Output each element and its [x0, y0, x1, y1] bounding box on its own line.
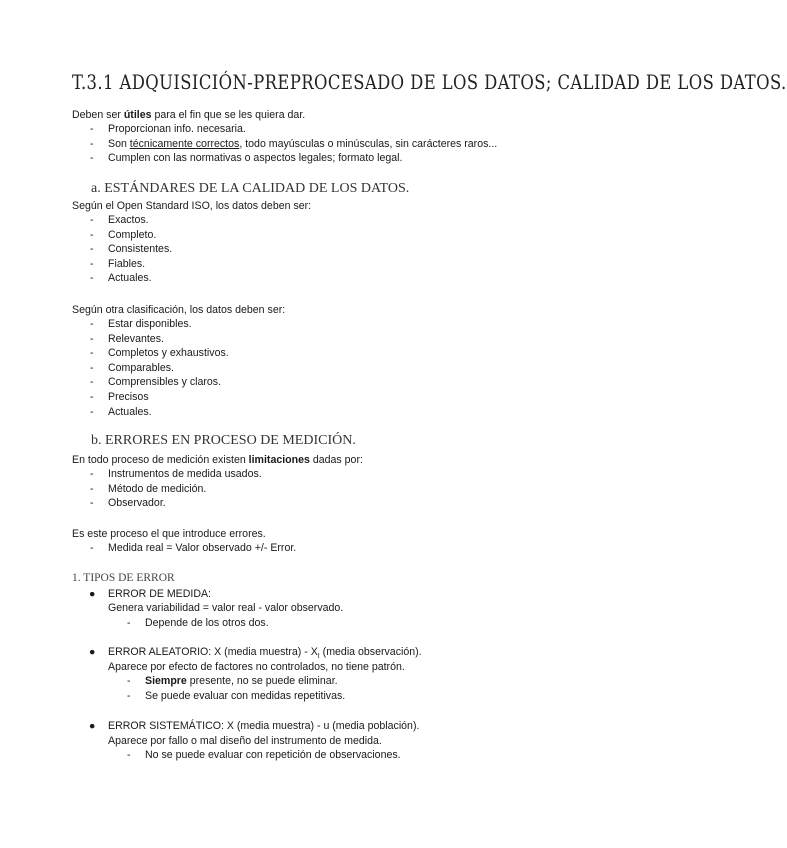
intro-text: Deben ser [72, 109, 124, 121]
list-item: - Completos y exhaustivos. [90, 346, 229, 361]
list-item: - Exactos. [90, 213, 172, 228]
intro-paragraph [72, 108, 305, 122]
list-item: - Instrumentos de medida usados. [90, 467, 262, 482]
other-intro: Según otra clasificación, los datos deben ser: [72, 304, 286, 316]
list-item: - Fiables. [90, 257, 172, 272]
error-sistematico-desc: Aparece por fallo o mal diseño del instrumento de medida. [108, 735, 382, 747]
section-b-heading: b. ERRORES EN PROCESO DE MEDICIÓN. [91, 433, 356, 448]
limits-intro [72, 453, 363, 467]
list-item: - Se puede evaluar con medidas repetitivas. [127, 689, 345, 704]
list-item: - Actuales. [90, 405, 229, 420]
limits-bold: limitaciones [248, 454, 310, 466]
error-aleatorio-list [127, 674, 345, 703]
list-item: - Proporcionan info. necesaria. [90, 122, 497, 137]
list-item: - Comparables. [90, 361, 229, 376]
list-item: - Relevantes. [90, 332, 229, 347]
error-aleatorio-desc: Aparece por efecto de factores no controlados, no tiene patrón. [108, 661, 405, 673]
errors-list [90, 541, 296, 556]
list-item: - Medida real = Valor observado +/- Error. [90, 541, 296, 556]
section-a-heading: a. ESTÁNDARES DE LA CALIDAD DE LOS DATOS. [91, 181, 410, 196]
list-item [90, 137, 497, 152]
other-list [90, 317, 229, 419]
list-item: - Completo. [90, 228, 172, 243]
bullet-icon: ● [89, 646, 96, 658]
intro-bold: útiles [123, 109, 152, 121]
list-item: - No se puede evaluar con repetición de observaciones. [127, 748, 401, 763]
label-text: ERROR ALEATORIO: X (media muestra) - X [108, 646, 318, 658]
list-item: - Observador. [90, 496, 262, 511]
list-item: - Precisos [90, 390, 229, 405]
list-item: - Consistentes. [90, 242, 172, 257]
error-sistematico-list [127, 748, 401, 763]
list-item-text: Son [108, 137, 130, 150]
list-item: - Comprensibles y claros. [90, 375, 229, 390]
bullet-icon: ● [89, 720, 96, 732]
bold-text: Siempre [145, 675, 187, 687]
list-item: - Depende de los otros dos. [127, 616, 269, 631]
intro-text-end: para el fin que se les quiera dar. [151, 109, 306, 121]
error-medida-label: ERROR DE MEDIDA: [108, 588, 212, 600]
iso-list [90, 213, 172, 286]
intro-list [90, 122, 497, 166]
bullet-icon: ● [89, 588, 96, 600]
page-title: T.3.1 ADQUISICIÓN-PREPROCESADO DE LOS DATOS; CALIDAD DE LOS DATOS. [72, 70, 787, 94]
limits-text-end: dadas por: [309, 454, 363, 466]
list-item: - Actuales. [90, 271, 172, 286]
list-item-text: , todo mayúsculas o minúsculas, sin carácteres raros... [239, 137, 498, 150]
limits-text: En todo proceso de medición existen [72, 454, 249, 466]
list-item: - Cumplen con las normativas o aspectos legales; formato legal. [90, 151, 497, 166]
label-text-end: (media observación). [319, 646, 422, 658]
underlined-text: técnicamente correctos [129, 137, 240, 150]
list-item [127, 674, 345, 689]
list-item-text: presente, no se puede eliminar. [186, 675, 338, 687]
label-subscript: I [317, 653, 320, 661]
iso-intro: Según el Open Standard ISO, los datos deben ser: [72, 200, 312, 212]
tipos-heading: 1. TIPOS DE ERROR [72, 572, 175, 584]
error-sistematico-label: ERROR SISTEMÁTICO: X (media muestra) - u (media población). [108, 720, 420, 732]
list-item: - Método de medición. [90, 482, 262, 497]
limits-list [90, 467, 262, 511]
error-medida-desc: Genera variabilidad = valor real - valor observado. [108, 602, 344, 614]
error-medida-list [127, 616, 269, 631]
list-item: - Estar disponibles. [90, 317, 229, 332]
errors-intro: Es este proceso el que introduce errores. [72, 528, 266, 540]
